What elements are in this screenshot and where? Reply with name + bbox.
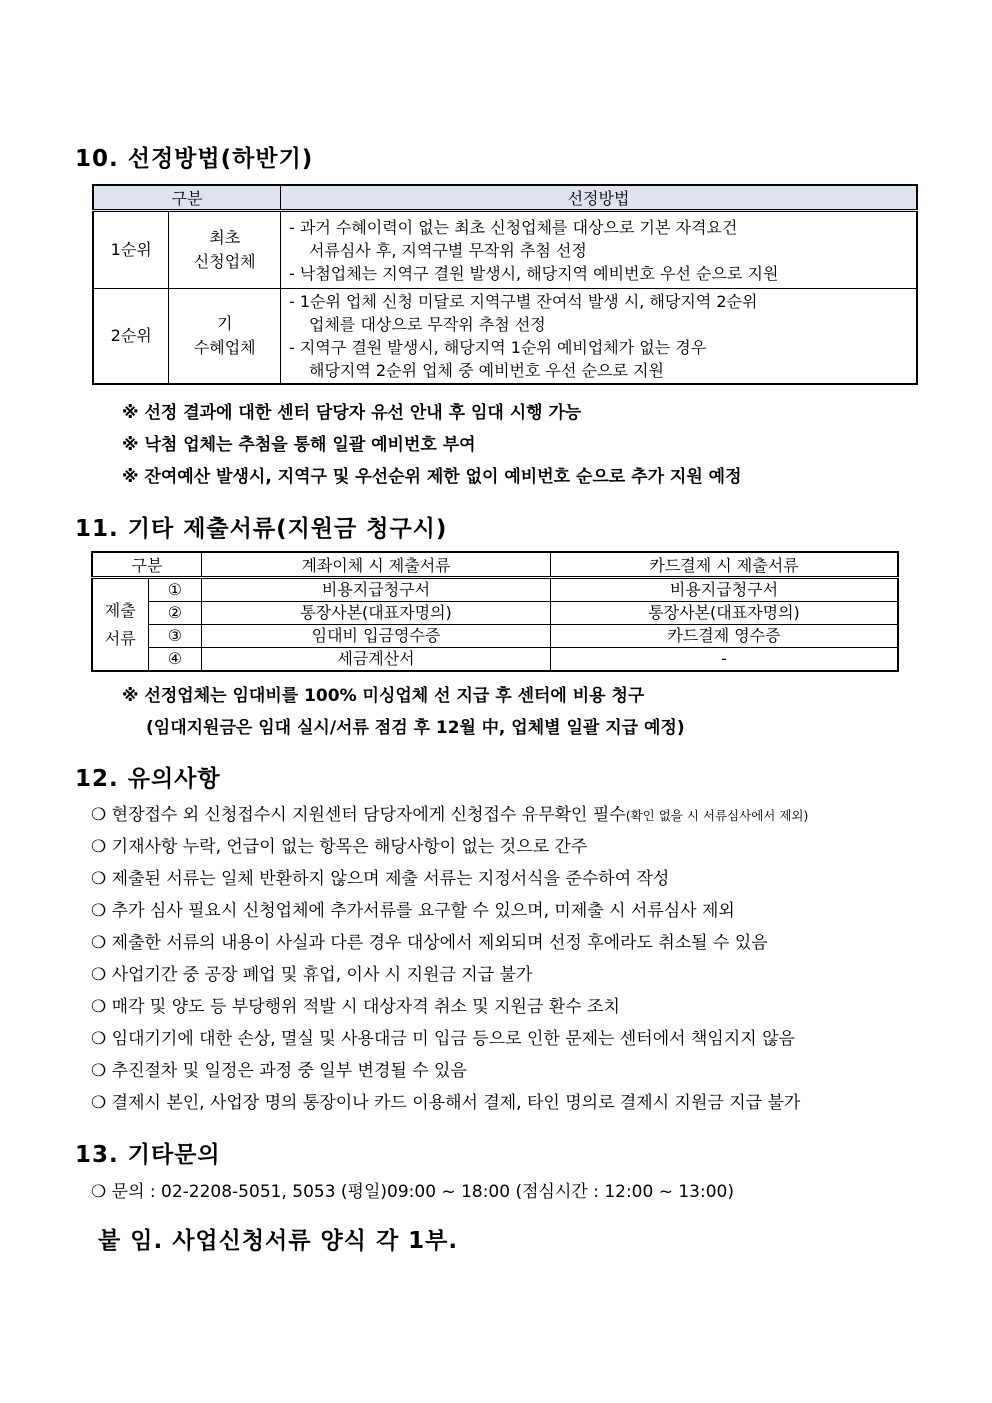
table-row <box>93 289 917 385</box>
transfer-cell: 세금계산서 <box>202 648 551 672</box>
rank-cell: 1순위 <box>93 211 169 289</box>
number-cell: ① <box>148 578 202 602</box>
section-12-title: 12. 유의사항 <box>75 766 221 792</box>
notice-item: ❍ 추가 심사 필요시 신청업체에 추가서류를 요구할 수 있으며, 미제출 시 서류심사 제외 <box>91 901 735 921</box>
type-cell <box>169 211 281 289</box>
method-line: 해당지역 2순위 업체 중 예비번호 우선 순으로 지원 <box>309 361 664 380</box>
rank-cell: 2순위 <box>93 289 169 385</box>
note: ※ 잔여예산 발생시, 지역구 및 우선순위 제한 없이 예비번호 순으로 추가 지원 예정 <box>122 467 742 487</box>
table-header-row <box>93 185 917 211</box>
notice-item: ❍ 결제시 본인, 사업장 명의 통장이나 카드 이용해서 결제, 타인 명의로 결제시 지원금 지급 불가 <box>91 1093 801 1113</box>
note: ※ 선정업체는 임대비를 100% 미싱업체 선 지급 후 센터에 비용 청구 <box>122 686 645 706</box>
notice-item: ❍ 기재사항 누락, 언급이 없는 항목은 해당사항이 없는 것으로 간주 <box>91 837 588 857</box>
header-category: 구분 <box>93 185 281 211</box>
transfer-cell: 비용지급청구서 <box>202 578 551 602</box>
header-card: 카드결제 시 제출서류 <box>551 552 899 578</box>
notice-item-text: ❍ 현장접수 외 신청접수시 지원센터 담당자에게 신청접수 유무확인 필수 <box>91 805 626 825</box>
notice-item: ❍ 추진절차 및 일정은 과정 중 일부 변경될 수 있음 <box>91 1061 467 1081</box>
number-cell: ② <box>148 602 202 625</box>
header-category: 구분 <box>92 552 202 578</box>
type-line: 수혜업체 <box>193 338 256 357</box>
group-label: 제출 <box>104 600 136 620</box>
attachment-line: 붙 임. 사업신청서류 양식 각 1부. <box>98 1228 459 1254</box>
method-cell <box>281 211 918 289</box>
type-line: 기 <box>216 314 233 333</box>
number-cell: ③ <box>148 625 202 648</box>
method-line: - 1순위 업체 신청 미달로 지역구별 잔여석 발생 시, 해당지역 2순위 <box>289 292 758 311</box>
method-line: - 지역구 결원 발생시, 해당지역 1순위 예비업체가 없는 경우 <box>289 338 707 357</box>
table-row <box>92 625 898 648</box>
group-label: 서류 <box>104 628 136 648</box>
header-method: 선정방법 <box>281 185 918 211</box>
note: ※ 낙첨 업체는 추첨을 통해 일괄 예비번호 부여 <box>122 435 476 455</box>
contact-line: ❍ 문의 : 02-2208-5051, 5053 (평일)09:00 ~ 18:00 (점심시간 : 12:00 ~ 13:00) <box>91 1182 734 1202</box>
method-line: 서류심사 후, 지역구별 무작위 추첨 선정 <box>309 240 587 260</box>
notice-item: ❍ 매각 및 양도 등 부당행위 적발 시 대상자격 취소 및 지원금 환수 조치 <box>91 997 620 1017</box>
selection-method-table <box>92 184 918 385</box>
header-transfer: 계좌이체 시 제출서류 <box>202 552 551 578</box>
section-11-title: 11. 기타 제출서류(지원금 청구시) <box>75 516 448 542</box>
notice-item: ❍ 임대기기에 대한 손상, 멸실 및 사용대금 미 입금 등으로 인한 문제는 센터에서 책임지지 않음 <box>91 1029 795 1049</box>
table-row <box>92 648 898 672</box>
card-cell: - <box>551 648 899 672</box>
transfer-cell: 임대비 입금영수증 <box>202 625 551 648</box>
method-line: - 과거 수혜이력이 없는 최초 신청업체를 대상으로 기본 자격요건 <box>289 217 738 237</box>
table-row <box>92 602 898 625</box>
notice-item: ❍ 사업기간 중 공장 폐업 및 휴업, 이사 시 지원금 지급 불가 <box>91 965 533 985</box>
note: ※ 선정 결과에 대한 센터 담당자 유선 안내 후 임대 시행 가능 <box>122 403 582 423</box>
documents-table <box>91 551 899 672</box>
type-line: 최초 <box>209 228 241 247</box>
number-cell: ④ <box>148 648 202 672</box>
card-cell: 카드결제 영수증 <box>551 625 899 648</box>
method-cell <box>281 289 918 385</box>
card-cell: 비용지급청구서 <box>551 578 899 602</box>
table-row <box>93 211 917 289</box>
type-cell <box>169 289 281 385</box>
note: (임대지원금은 임대 실시/서류 점검 후 12월 中, 업체별 일괄 지급 예정) <box>146 718 685 738</box>
section-13-title: 13. 기타문의 <box>75 1142 221 1168</box>
section-10-title: 10. 선정방법(하반기) <box>75 146 314 172</box>
notice-item <box>91 800 808 825</box>
card-cell: 통장사본(대표자명의) <box>551 602 899 625</box>
transfer-cell: 통장사본(대표자명의) <box>202 602 551 625</box>
table-row <box>92 578 898 602</box>
notice-item-small: (확인 없을 시 서류심사에서 제외) <box>625 808 809 823</box>
method-line: 업체를 대상으로 무작위 추첨 선정 <box>309 315 546 334</box>
table-header-row <box>92 552 898 578</box>
type-line: 신청업체 <box>193 252 256 271</box>
notice-item: ❍ 제출한 서류의 내용이 사실과 다른 경우 대상에서 제외되며 선정 후에라도 취소될 수 있음 <box>91 933 768 953</box>
method-line: - 낙첨업체는 지역구 결원 발생시, 해당지역 예비번호 우선 순으로 지원 <box>289 263 779 283</box>
notice-item: ❍ 제출된 서류는 일체 반환하지 않으며 제출 서류는 지정서식을 준수하여 작성 <box>91 869 670 889</box>
group-label-cell <box>92 578 148 672</box>
